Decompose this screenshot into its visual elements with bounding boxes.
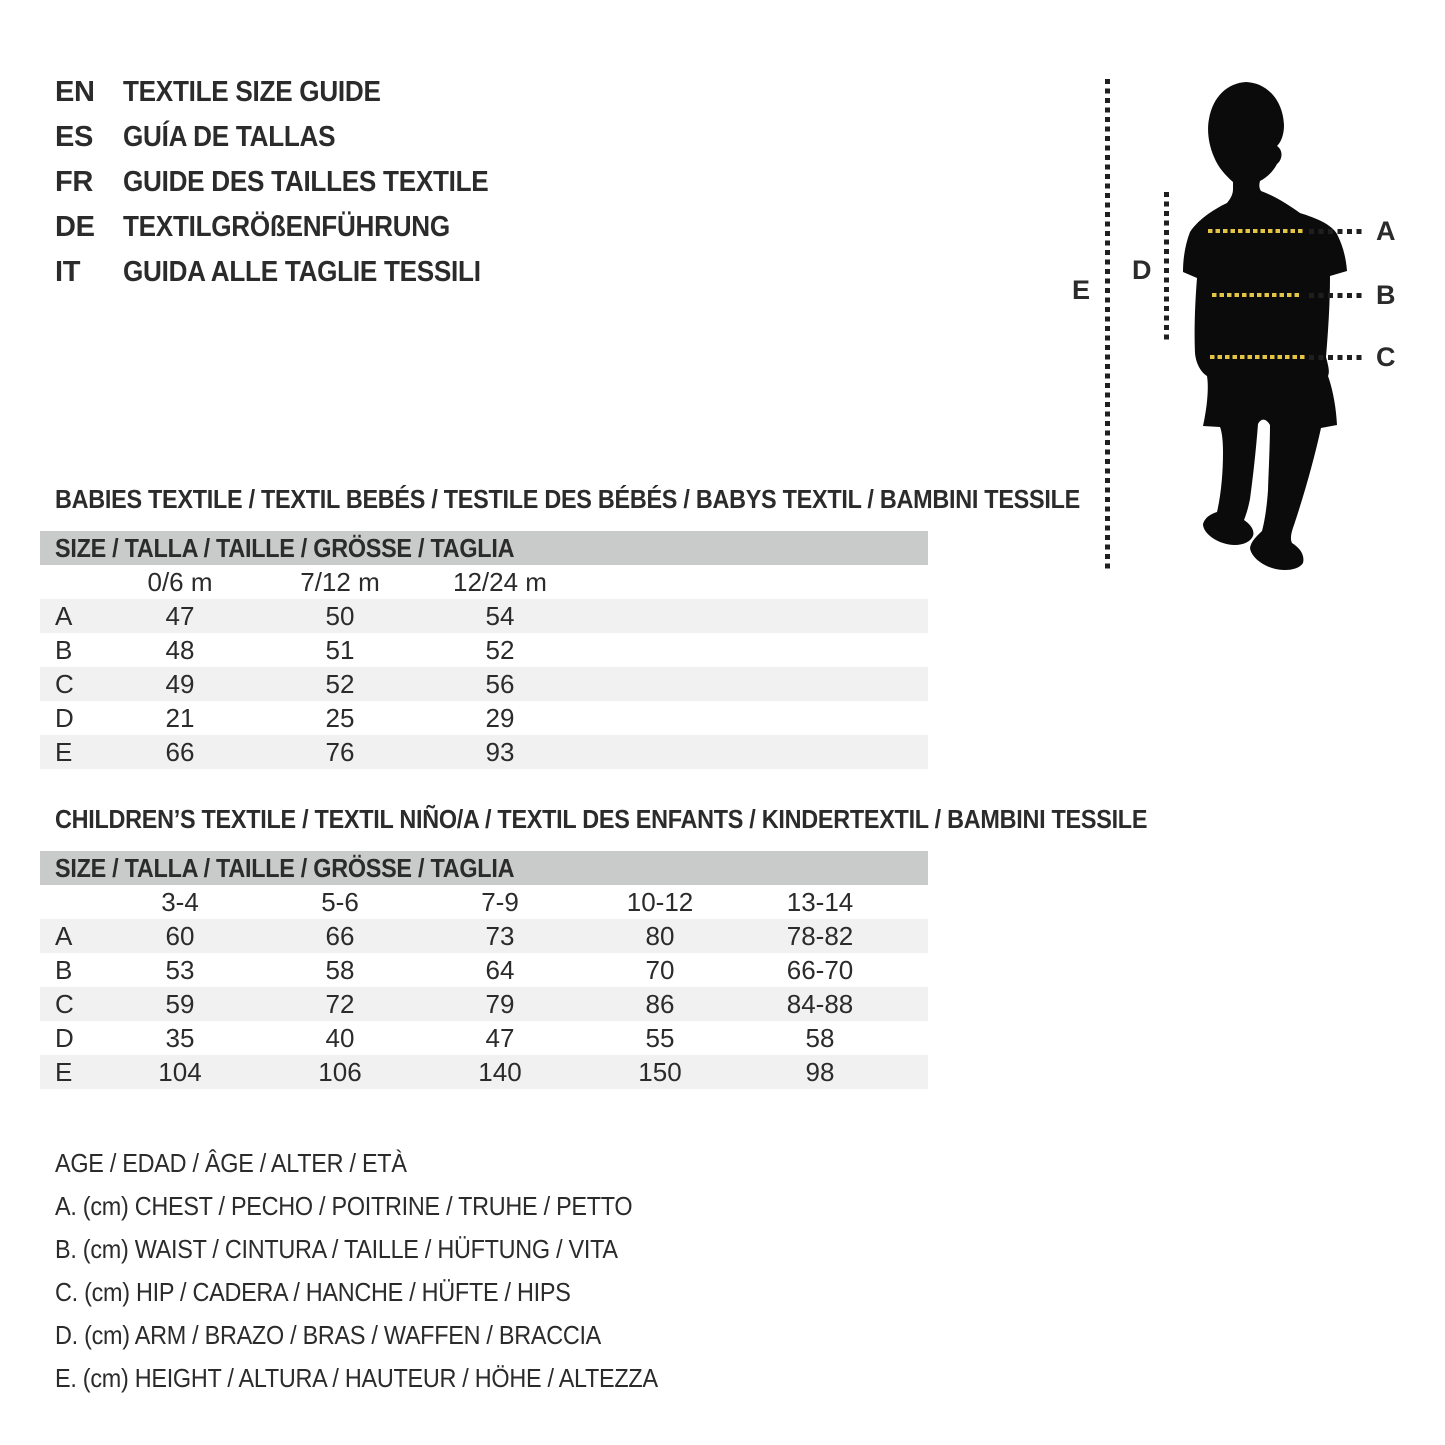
babies-size-header-bar: SIZE / TALLA / TAILLE / GRÖSSE / TAGLIA	[40, 531, 928, 565]
lang-title: TEXTILGRÖßENFÜHRUNG	[123, 211, 450, 243]
legend-age: AGE / EDAD / ÂGE / ALTER / ETÀ	[55, 1148, 407, 1178]
table-row-a	[40, 599, 928, 633]
row-label: A	[55, 600, 73, 631]
table-cell: 52	[325, 668, 355, 699]
row-label: C	[55, 988, 74, 1019]
row-label: B	[55, 954, 73, 985]
table-cell: 66	[325, 920, 355, 951]
lang-row-de	[55, 205, 529, 250]
table-cell: 98	[805, 1056, 835, 1087]
babies-column-header-row	[40, 565, 928, 599]
table-cell: 25	[325, 702, 355, 733]
table-row-c	[40, 667, 928, 701]
table-cell: 47	[485, 1022, 515, 1053]
child-silhouette	[1180, 75, 1350, 575]
column-header: 13-14	[786, 886, 854, 917]
lang-title: GUÍA DE TALLAS	[123, 121, 336, 153]
figure-label-c: C	[1376, 342, 1396, 372]
language-title-list	[55, 70, 529, 295]
column-header: 10-12	[626, 886, 694, 917]
legend-height: E. (cm) HEIGHT / ALTURA / HAUTEUR / HÖHE / ALTEZZA	[55, 1363, 658, 1393]
hip-dash-line	[1210, 355, 1305, 359]
row-label: E	[55, 1056, 73, 1087]
table-cell: 58	[805, 1022, 835, 1053]
table-row-e	[40, 1055, 928, 1089]
column-header: 7/12 m	[300, 566, 380, 597]
column-header: 5-6	[321, 886, 359, 917]
table-cell: 73	[485, 920, 515, 951]
table-cell: 52	[485, 634, 515, 665]
figure-label-d: D	[1132, 255, 1152, 285]
table-cell: 21	[165, 702, 195, 733]
legend-arm: D. (cm) ARM / BRAZO / BRAS / WAFFEN / BRACCIA	[55, 1320, 602, 1350]
table-cell: 79	[485, 988, 515, 1019]
row-label: E	[55, 736, 73, 767]
table-row-a	[40, 919, 928, 953]
children-size-table	[40, 885, 928, 1089]
lang-title: GUIDA ALLE TAGLIE TESSILI	[123, 256, 481, 288]
table-cell: 51	[325, 634, 355, 665]
table-cell: 93	[485, 736, 515, 767]
chest-dash-line	[1208, 229, 1305, 233]
table-cell: 72	[325, 988, 355, 1019]
table-cell: 56	[485, 668, 515, 699]
lang-code: IT	[55, 256, 81, 288]
table-cell: 48	[165, 634, 195, 665]
waist-dotted-leader	[1309, 293, 1365, 298]
lang-row-fr	[55, 160, 529, 205]
lang-row-en	[55, 70, 529, 115]
table-cell: 80	[645, 920, 675, 951]
table-row-c	[40, 987, 928, 1021]
table-cell: 29	[485, 702, 515, 733]
table-cell: 40	[325, 1022, 355, 1053]
table-cell: 66	[165, 736, 195, 767]
table-cell: 54	[485, 600, 515, 631]
table-cell: 58	[325, 954, 355, 985]
lang-code: ES	[55, 121, 94, 153]
table-cell: 76	[325, 736, 355, 767]
children-section-title: CHILDREN’S TEXTILE / TEXTIL NIÑO/A / TEXTIL DES ENFANTS / KINDERTEXTIL / BAMBINI TESSILE	[55, 804, 1148, 834]
row-label: C	[55, 668, 74, 699]
lang-code: DE	[55, 211, 95, 243]
column-header: 3-4	[161, 886, 199, 917]
table-cell: 78-82	[786, 920, 854, 951]
lang-row-es	[55, 115, 529, 160]
legend-waist: B. (cm) WAIST / CINTURA / TAILLE / HÜFTUNG / VITA	[55, 1234, 618, 1264]
table-row-b	[40, 953, 928, 987]
babies-size-table	[40, 565, 928, 769]
babies-section-title: BABIES TEXTILE / TEXTIL BEBÉS / TESTILE DES BÉBÉS / BABYS TEXTIL / BAMBINI TESSILE	[55, 484, 1080, 514]
table-cell: 59	[165, 988, 195, 1019]
table-cell: 150	[638, 1056, 682, 1087]
arm-measure-line-d	[1164, 192, 1169, 344]
table-cell: 53	[165, 954, 195, 985]
lang-row-it	[55, 250, 529, 295]
table-cell: 49	[165, 668, 195, 699]
row-label: D	[55, 1022, 74, 1053]
table-cell: 55	[645, 1022, 675, 1053]
table-cell: 35	[165, 1022, 195, 1053]
table-cell: 47	[165, 600, 195, 631]
table-row-b	[40, 633, 928, 667]
chest-dotted-leader	[1309, 229, 1365, 234]
lang-code: FR	[55, 166, 94, 198]
table-cell: 106	[318, 1056, 362, 1087]
table-cell: 66-70	[786, 954, 854, 985]
lang-code: EN	[55, 76, 95, 108]
table-cell: 84-88	[786, 988, 854, 1019]
legend-chest: A. (cm) CHEST / PECHO / POITRINE / TRUHE / PETTO	[55, 1191, 633, 1221]
row-label: B	[55, 634, 73, 665]
figure-label-e: E	[1072, 275, 1091, 305]
measurement-legend	[55, 1142, 725, 1400]
table-cell: 60	[165, 920, 195, 951]
waist-dash-line	[1212, 293, 1302, 297]
children-size-header-bar: SIZE / TALLA / TAILLE / GRÖSSE / TAGLIA	[40, 851, 928, 885]
row-label: A	[55, 920, 73, 951]
table-cell: 64	[485, 954, 515, 985]
lang-title: TEXTILE SIZE GUIDE	[123, 76, 381, 108]
column-header: 0/6 m	[147, 566, 213, 597]
table-row-d	[40, 701, 928, 735]
figure-label-b: B	[1376, 280, 1396, 310]
table-row-d	[40, 1021, 928, 1055]
table-cell: 70	[645, 954, 675, 985]
row-label: D	[55, 702, 74, 733]
column-header: 12/24 m	[453, 566, 547, 597]
table-row-e	[40, 735, 928, 769]
table-cell: 86	[645, 988, 675, 1019]
child-silhouette-shape	[1183, 82, 1347, 570]
table-cell: 104	[158, 1056, 202, 1087]
table-cell: 140	[478, 1056, 522, 1087]
hip-dotted-leader	[1309, 355, 1365, 360]
legend-hip: C. (cm) HIP / CADERA / HANCHE / HÜFTE / HIPS	[55, 1277, 571, 1307]
table-cell: 50	[325, 600, 355, 631]
column-header: 7-9	[481, 886, 519, 917]
children-column-header-row	[40, 885, 928, 919]
figure-label-a: A	[1376, 216, 1396, 246]
lang-title: GUIDE DES TAILLES TEXTILE	[123, 166, 489, 198]
